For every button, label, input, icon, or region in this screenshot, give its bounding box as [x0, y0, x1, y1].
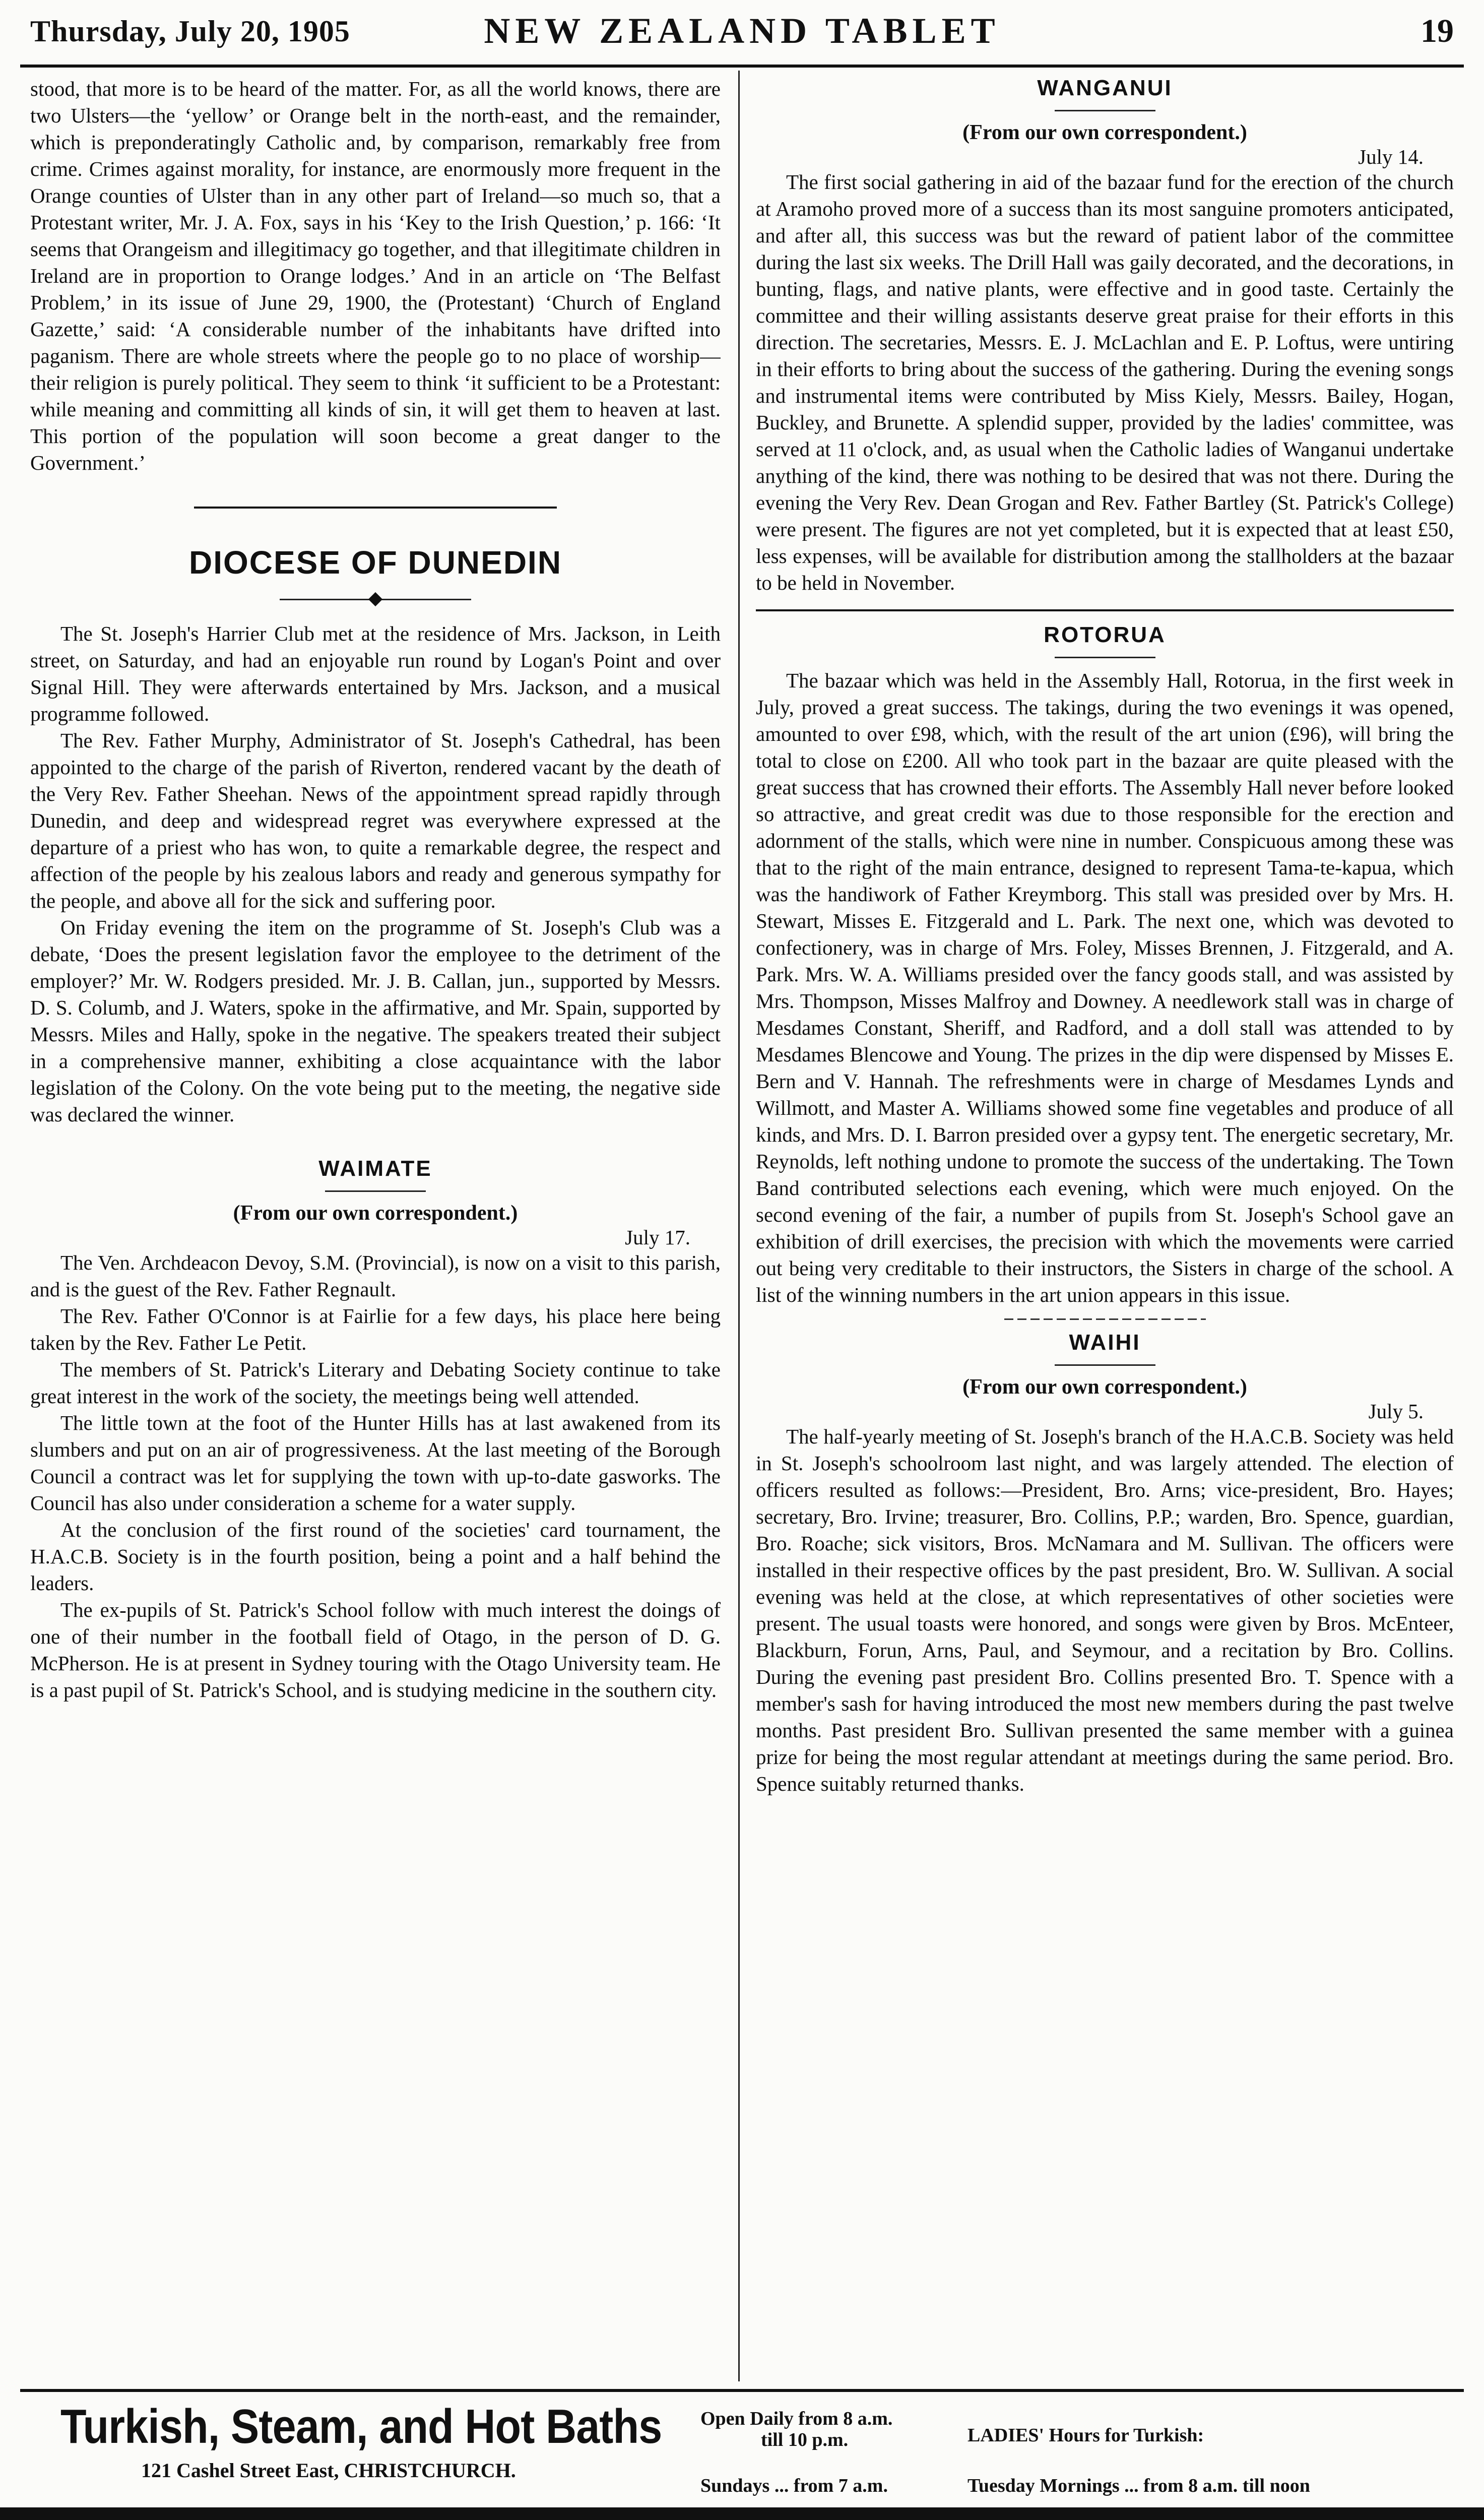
column-divider	[738, 71, 740, 2381]
bottom-border	[0, 2507, 1484, 2520]
issue-date: Thursday, July 20, 1905	[30, 15, 350, 48]
newspaper-title: NEW ZEALAND TABLET	[484, 11, 1000, 51]
waihi-heading: WAIHI	[1069, 1330, 1141, 1355]
wanganui-heading: WANGANUI	[1037, 76, 1173, 100]
diamond-icon	[368, 592, 382, 606]
masthead-rule	[20, 65, 1464, 68]
waimate-heading: WAIMATE	[318, 1156, 432, 1181]
diamond-ornament	[280, 592, 471, 607]
right-column	[756, 76, 1454, 2384]
baths-advertisement	[30, 2399, 1454, 2500]
dunedin-heading: DIOCESE OF DUNEDIN	[188, 544, 562, 581]
wanganui-article	[756, 169, 1454, 596]
rotorua-article	[756, 667, 1454, 1308]
waimate-paragraph: The members of St. Patrick's Literary and Debating Society continue to take great interest in the work of the society, the meetings being well attended.	[30, 1358, 721, 1408]
waihi-article	[756, 1423, 1454, 1797]
section-rule	[1004, 1318, 1206, 1320]
advert-ladies-hours: LADIES' Hours for Turkish:	[967, 2425, 1204, 2446]
waimate-article	[30, 1249, 721, 1704]
waimate-paragraph: The ex-pupils of St. Patrick's School follow with much interest the doings of one of their number in the football field of Otago, in the person of D. G. McPherson. He is at present in Sydney touring with the Otago University team. He is a past pupil of St. Patrick's School, and is studying medicine in the southern city.	[30, 1598, 721, 1702]
advert-address: 121 Cashel Street East, CHRISTCHURCH.	[141, 2459, 516, 2482]
waimate-paragraph: At the conclusion of the first round of the societies' card tournament, the H.A.C.B. Society is in the fourth position, being a point and a half behind the leaders.	[30, 1518, 721, 1595]
waimate-paragraph: The Ven. Archdeacon Devoy, S.M. (Provincial), is now on a visit to this parish, and is the guest of the Rev. Father Regnault.	[30, 1251, 721, 1301]
dunedin-paragraph: The St. Joseph's Harrier Club met at the residence of Mrs. Jackson, in Leith street, on Saturday, and had an enjoyable run round by Logan's Point and over Signal Hill. They were afterwards entertained by Mrs. Jackson, and a musical programme followed.	[30, 622, 721, 725]
rotorua-heading: ROTORUA	[1044, 622, 1166, 647]
dunedin-paragraph: On Friday evening the item on the programme of St. Joseph's Club was a debate, ‘Does the present legislation favor the employee to the detriment of the employer?’ Mr. W. Rodgers presided. Mr. J. B. Callan, jun., supported by Messrs. D. S. Columb, and J. Waters, spoke in the affirmative, and Mr. Spain, supported by Messrs. Miles and Hally, spoke in the negative. The speakers treated their subject in a comprehensive manner, exhibiting a close acquaintance with the labor legislation of the Colony. On the vote being put to the meeting, the negative side was declared the winner.	[30, 916, 721, 1126]
heading-rule	[1055, 1364, 1155, 1366]
advert-sundays: Sundays ... from 7 a.m.	[700, 2475, 888, 2496]
waimate-date: July 17.	[625, 1226, 690, 1249]
wanganui-date: July 14.	[1358, 145, 1424, 168]
waihi-subhead: (From our own correspondent.)	[962, 1375, 1247, 1399]
advert-rule	[20, 2389, 1464, 2392]
advert-title: Turkish, Steam, and Hot Baths	[60, 2400, 662, 2453]
heading-rule	[325, 1190, 426, 1192]
dunedin-paragraph: The Rev. Father Murphy, Administrator of St. Joseph's Cathedral, has been appointed to the charge of the parish of Riverton, rendered vacant by the death of the Very Rev. Father Sheehan. News of the appointment spread rapidly through Dunedin, and deep and widespread regret was everywhere expressed at the departure of a priest who has won, to quite a remarkable degree, the respect and affection of the people by his zealous labors and ready and generous sympathy for the people, and above all for the sick and suffering poor.	[30, 729, 721, 912]
left-column	[30, 76, 721, 2384]
article-separator	[194, 507, 557, 509]
page-number: 19	[1421, 13, 1454, 49]
ulster-paragraph: stood, that more is to be heard of the matter. For, as all the world knows, there are two Ulsters—the ‘yellow’ or Orange belt in the north-east, and the remainder, which is preponderatingly Catholic and, by comparison, remarkably free from crime. Crimes against morality, for instance, are enormously more frequent in the Orange counties of Ulster than in any other part of Ireland—so much so, that a Protestant writer, Mr. J. A. Fox, says in his ‘Key to the Irish Question,’ p. 166: ‘It seems that Orangeism and illegitimacy go together, and that illegitimate children in Ireland are in proportion to Orange lodges.’ And in an article on ‘The Belfast Problem,’ in its issue of June 29, 1900, the (Protestant) ‘Church of England Gazette,’ said: ‘A considerable number of the inhabitants have drifted into paganism. There are whole streets where the people go to no place of worship—their religion is purely political. They seem to think ‘it sufficient to be a Protestant: while meaning and committing all kinds of sin, it will get them to heaven at last. This portion of the population will soon become a great danger to the Government.’	[30, 77, 721, 474]
advert-hours	[700, 2408, 892, 2450]
waimate-paragraph: The little town at the foot of the Hunter Hills has at last awakened from its slumbers and put on an air of progressiveness. At the last meeting of the Borough Council a contract was let for supplying the town with up-to-date gasworks. The Council has also under consideration a scheme for a water supply.	[30, 1411, 721, 1515]
advert-tuesday: Tuesday Mornings ... from 8 a.m. till noon	[967, 2475, 1310, 2496]
advert-open-line: till 10 p.m.	[761, 2429, 849, 2450]
waimate-subhead: (From our own correspondent.)	[233, 1202, 518, 1225]
advert-open-line: Open Daily from 8 a.m.	[700, 2408, 893, 2429]
heading-rule	[1055, 657, 1155, 658]
waihi-date: July 5.	[1368, 1400, 1424, 1423]
wanganui-subhead: (From our own correspondent.)	[962, 121, 1247, 144]
dunedin-article	[30, 620, 721, 1128]
heading-rule	[1055, 110, 1155, 111]
waimate-paragraph: The Rev. Father O'Connor is at Fairlie for a few days, his place here being taken by the Rev. Father Le Petit.	[30, 1304, 721, 1354]
wanganui-paragraph: The first social gathering in aid of the bazaar fund for the erection of the church at Aramoho proved more of a success than its most sanguine promoters anticipated, and after all, this success was but the reward of patient labor of the committee during the last six weeks. The Drill Hall was gaily decorated, and the decorations, in bunting, flags, and native plants, were effective and in good taste. Certainly the committee and their willing assistants deserve great praise for their efforts in this direction. The secretaries, Messrs. E. J. McLachlan and E. P. Loftus, were untiring in their efforts to bring about the success of the gathering. During the evening songs and instrumental items were contributed by Miss Kiely, Messrs. Bailey, Hogan, Buckley, and Brunette. A splendid supper, provided by the ladies' committee, was served at 11 o'clock, and, as usual when the Catholic ladies of Wanganui undertake anything of the kind, there was nothing to be desired that was not there. During the evening the Very Rev. Dean Grogan and Rev. Father Bartley (St. Patrick's College) were present. The figures are not yet completed, but it is expected that at least £50, less expenses, will be available for distribution among the stallholders at the bazaar to be held in November.	[756, 170, 1454, 594]
rotorua-paragraph: The bazaar which was held in the Assembly Hall, Rotorua, in the first week in July, proved a great success. The takings, during the two evenings it was opened, amounted to over £98, which, with the result of the art union (£96), will bring the total to close on £200. All who took part in the bazaar are quite pleased with the great success that has crowned their efforts. The Assembly Hall never before looked so attractive, and great credit was due to those responsible for the erection and adornment of the stalls, which were nine in number. Conspicuous among these was that to the right of the main entrance, designed to represent Tama-te-kapua, which was the handiwork of Father Kreymborg. This stall was presided over by Mrs. H. Stewart, Misses E. Fitzgerald and L. Park. The next one, which was devoted to confectionery, was in charge of Mrs. Foley, Misses Brennen, J. Fitzgerald, and A. Park. Mrs. W. A. Williams presided over the fancy goods stall, and was assisted by Mrs. Thompson, Misses Malfroy and Downey. A needlework stall was in charge of Mesdames Constant, Sheriff, and Radford, and a doll stall was attended to by Mesdames Blencowe and Young. The prizes in the dip were dispensed by Misses E. Bern and V. Hannah. The refreshments were in charge of Mesdames Lynds and Willmott, and Master A. Williams showed some fine vegetables and produce of all kinds, and Mrs. D. I. Barron presided over a gypsy tent. The energetic secretary, Mr. Reynolds, left nothing undone to promote the success of the undertaking. The Town Band contributed selections each evening, which were much enjoyed. On the second evening of the fair, a number of pupils from St. Joseph's School gave an exhibition of drill exercises, the precision with which the movements were carried out being very creditable to their instructors, the Sisters in charge of the school. A list of the winning numbers in the art union appears in this issue.	[756, 669, 1454, 1306]
masthead	[30, 10, 1454, 60]
ulster-article	[30, 76, 721, 476]
waihi-paragraph: The half-yearly meeting of St. Joseph's branch of the H.A.C.B. Society was held in St. Joseph's schoolroom last night, and was largely attended. The election of officers resulted as follows:—President, Bro. Arns; vice-president, Bro. Hayes; secretary, Bro. Irvine; treasurer, Bro. Collins, P.P.; warden, Bro. Spence, guardian, Bro. Roache; sick visitors, Bros. McNamara and M. Sullivan. The officers were installed in their respective offices by the past president, Bro. W. Sullivan. A social evening was held at the close, at which representatives of other societies were present. The usual toasts were honored, and songs were given by Bros. McEnteer, Blackburn, Forun, Arns, Paul, and Seymour, and a recitation by Bro. Collins. During the evening past president Bro. Collins presented Bro. T. Spence with a member's sash for having introduced the most new members during the past twelve months. Past president Bro. Sullivan presented the same member with a guinea prize for being the most regular attendant at meetings during the same period. Bro. Spence suitably returned thanks.	[756, 1425, 1454, 1795]
